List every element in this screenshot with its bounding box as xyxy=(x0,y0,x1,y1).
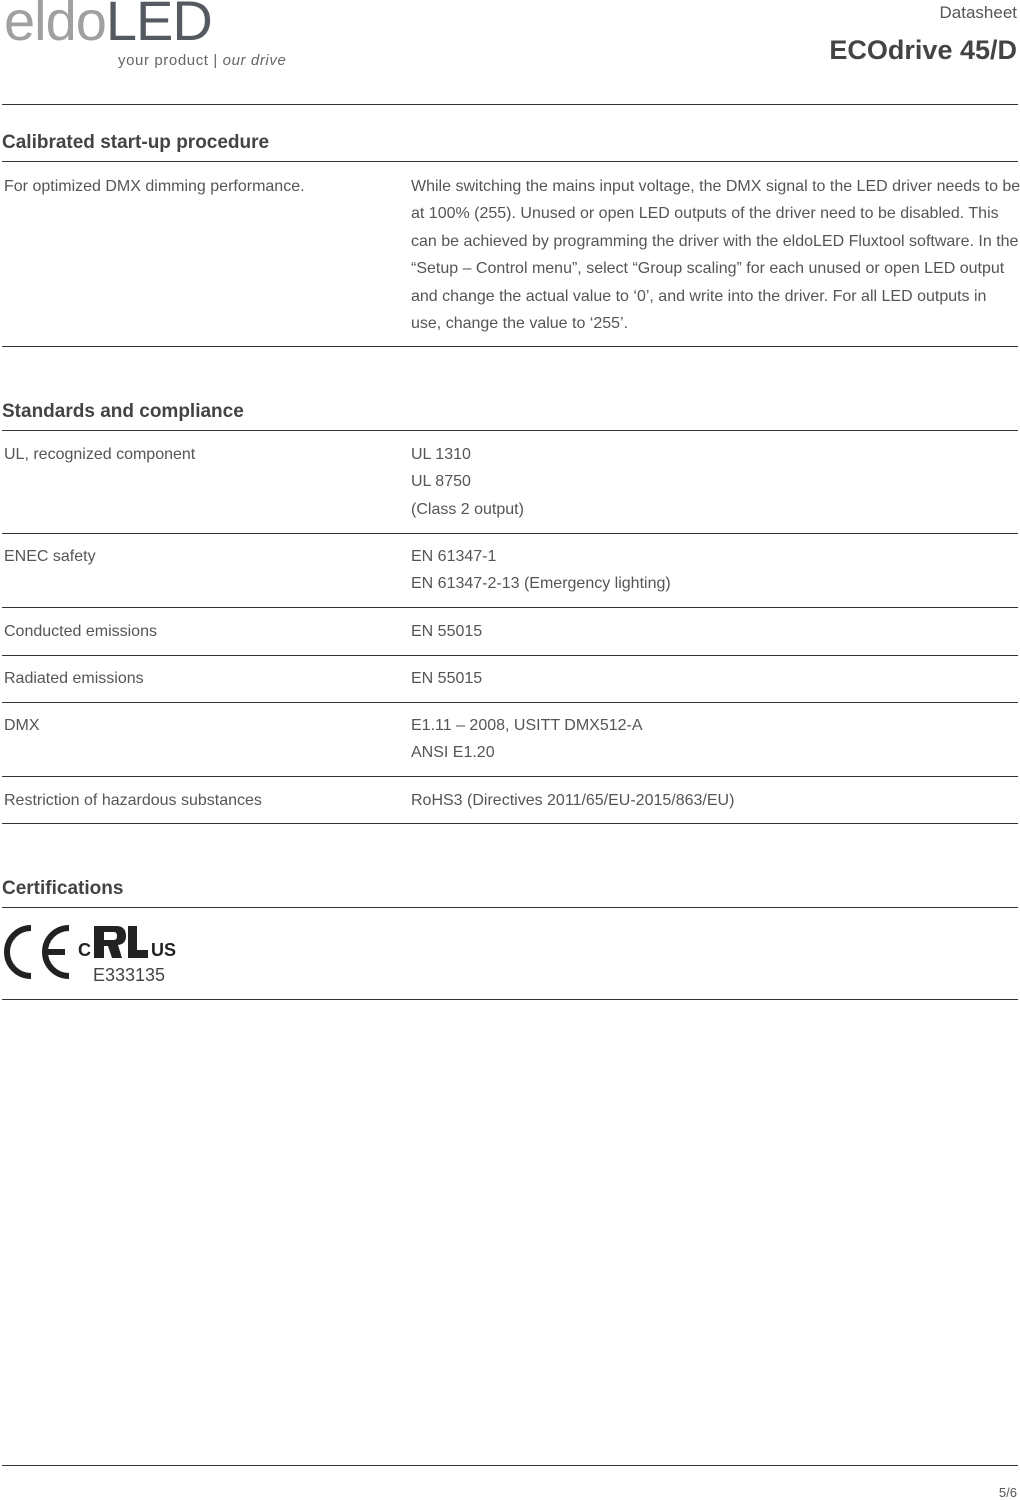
divider xyxy=(2,907,1018,908)
standards-row-label: Conducted emissions xyxy=(4,623,157,640)
standards-row-label: Radiated emissions xyxy=(4,670,144,687)
standards-row-values xyxy=(411,441,1020,523)
standards-value: EN 61347-1 xyxy=(411,548,497,565)
divider xyxy=(2,702,1018,703)
tagline-a: your product | xyxy=(118,52,223,69)
standards-value: EN 55015 xyxy=(411,670,483,687)
tagline xyxy=(118,52,286,69)
standards-value: ANSI E1.20 xyxy=(411,744,495,762)
ul-us: US xyxy=(151,940,177,960)
logo xyxy=(4,0,212,53)
divider xyxy=(2,823,1018,824)
ul-file-number: E333135 xyxy=(93,965,166,985)
product-title: ECOdrive 45/D xyxy=(829,35,1017,65)
standards-value: E1.11 – 2008, USITT DMX512-A xyxy=(411,717,643,734)
standards-value: (Class 2 output) xyxy=(411,500,524,518)
standards-row-values xyxy=(411,543,1020,598)
standards-row-label: UL, recognized component xyxy=(4,446,196,463)
divider xyxy=(2,607,1018,608)
tagline-b: our drive xyxy=(222,52,287,69)
logo-dark: LED xyxy=(105,0,212,52)
standards-row-label: ENEC safety xyxy=(4,548,96,565)
divider xyxy=(2,161,1018,162)
section-title-standards: Standards and compliance xyxy=(2,401,244,422)
standards-value: EN 55015 xyxy=(411,623,483,640)
standards-row-label: Restriction of hazardous substances xyxy=(4,792,262,809)
standards-value: RoHS3 (Directives 2011/65/EU-2015/863/EU) xyxy=(411,792,735,809)
page-number: 5/6 xyxy=(998,1485,1017,1500)
standards-row-values xyxy=(411,712,1020,767)
ce-mark-icon xyxy=(3,922,73,987)
standards-value: UL 8750 xyxy=(411,473,471,491)
section-title-calibrated: Calibrated start-up procedure xyxy=(2,132,270,153)
standards-value: UL 1310 xyxy=(411,446,471,463)
standards-row-values xyxy=(411,787,1020,814)
calibrated-text: While switching the mains input voltage, the DMX signal to the LED driver needs to be at 100% (255). Unused or open LED outputs of the driver need to be disabled. This can be achieved by programming the driver with the eldoLED Fluxtool software. In the “Setup – Control menu”, select “Group scaling” for each unused or open LED output and change the actual value to ‘0’, and write into the driver. For all LED outputs in use, change the value to ‘255’. xyxy=(411,178,1020,333)
ul-mark-icon xyxy=(78,922,178,962)
logo-light: eldo xyxy=(4,0,106,52)
divider xyxy=(2,104,1018,105)
standards-row-label: DMX xyxy=(4,717,40,734)
calibrated-label: For optimized DMX dimming performance. xyxy=(4,178,305,195)
standards-value: EN 61347-2-13 (Emergency lighting) xyxy=(411,575,671,593)
divider xyxy=(2,346,1018,347)
section-title-certifications: Certifications xyxy=(2,878,124,899)
ul-c: C xyxy=(78,940,91,960)
standards-row-values xyxy=(411,665,1020,692)
standards-row-values xyxy=(411,618,1020,645)
divider xyxy=(2,776,1018,777)
doc-type: Datasheet xyxy=(939,3,1017,22)
footer-divider xyxy=(2,1465,1018,1466)
divider xyxy=(2,999,1018,1000)
divider xyxy=(2,655,1018,656)
divider xyxy=(2,533,1018,534)
divider xyxy=(2,430,1018,431)
